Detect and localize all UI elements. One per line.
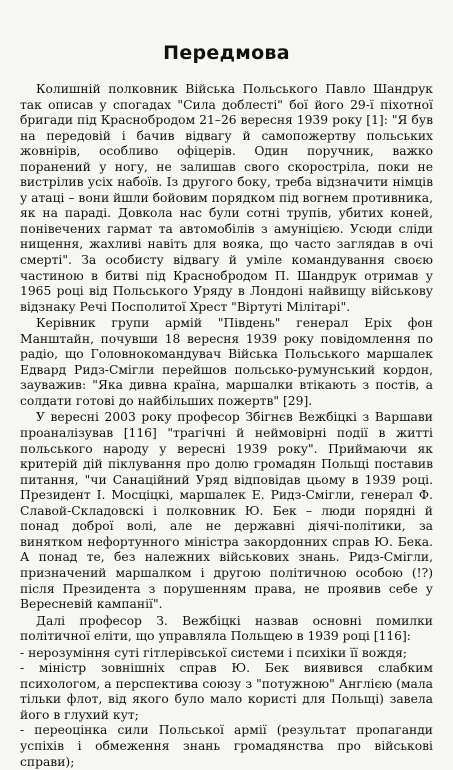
paragraph-4: Далі професор З. Вежбіцкі назвав основні помилки політичної еліти, що управляла Польщею в 1939 році [116]: [20,613,433,644]
list-item: - міністр зовнішніх справ Ю. Бек виявився слабким психологом, а перспектива союзу з "потужною" Англією (мала тільки флот, від якого було мало користі для Польщі) завела його в глухий кут; [20,661,433,722]
page-title: Передмова [163,42,290,64]
mistakes-list [20,646,433,770]
list-item: - нерозуміння суті гітлерівської системи і психіки її вождя; [20,645,407,660]
paragraph-1: Колишній полковник Війська Польського Павло Шандрук так описав у спогадах "Сила доблесті" бої його 29-ї піхотної бригади під Краснобродом 21–26 вересня 1939 року [1]: "Я був на передовій і бачив відвагу й самопожертву польських жовнірів, особливо офіцерів. Один поручник, важко поранений у ногу, не залишав свого скорострiла, поки не вистрілив усіх набоїв. Із другого боку, треба відзначити німців у атаці – вони йшли бойовим порядком під вогнем противника, як на параді. Довкола нас були сотні трупів, убитих коней, понівечених гармат та автомобілів з амуніцією. Усюди сліди нищення, жахливі навіть для вояка, що часто заглядав в очі смерті". За особисту відвагу й уміле командування своєю частиною в битві під Краснобродом П. Шандрук отримав у 1965 році від Польського Уряду в Лондоні найвищу військову відзнаку Речі Посполитої Хрест "Віртуті Мілітарі". [20,82,433,314]
body-text [20,82,433,770]
list-item: - переоцінка сили Польської армії (результат пропаганди успіхів і обмеження знань громадянства про військові справи); [20,723,433,769]
paragraph-2: Керівник групи армій "Південь" генерал Ерiх фон Манштайн, почувши 18 вересня 1939 року повідомлення по радіо, що Головнокомандувач Війська Польського маршалек Едвард Ридз-Смігли перейшов польсько-румунський кордон, зауважив: "Яка дивна країна, маршалки втікають з постів, а солдати готові до найбільших пожертв" [29]. [20,316,433,408]
paragraph-3: У вересні 2003 року професор Збігнєв Вежбіцкі з Варшави проаналізував [116] "трагічні й неймовірні події в житті польського народу у вересні 1939 року". Приймаючи як критерій дій піклування про долю громадян Польщі поставив питання, "чи Санаційний Уряд відповідав цьому в 1939 році. Президент І. Мосціцкі, маршалек Е. Ридз-Смігли, генерал Ф. Славой-Складовскі і полковник Ю. Бек – люди порядні й понад доброї волі, але не державні діячі-політики, за винятком нефортунного міністра закордонних справ Ю. Бека. А понад те, без належних військових знань. Ридз-Смігли, призначений маршалком і другою політичною особою (!?) після Президента з порушенням права, не проявив себе у Вересневій кампанії". [20,410,433,612]
